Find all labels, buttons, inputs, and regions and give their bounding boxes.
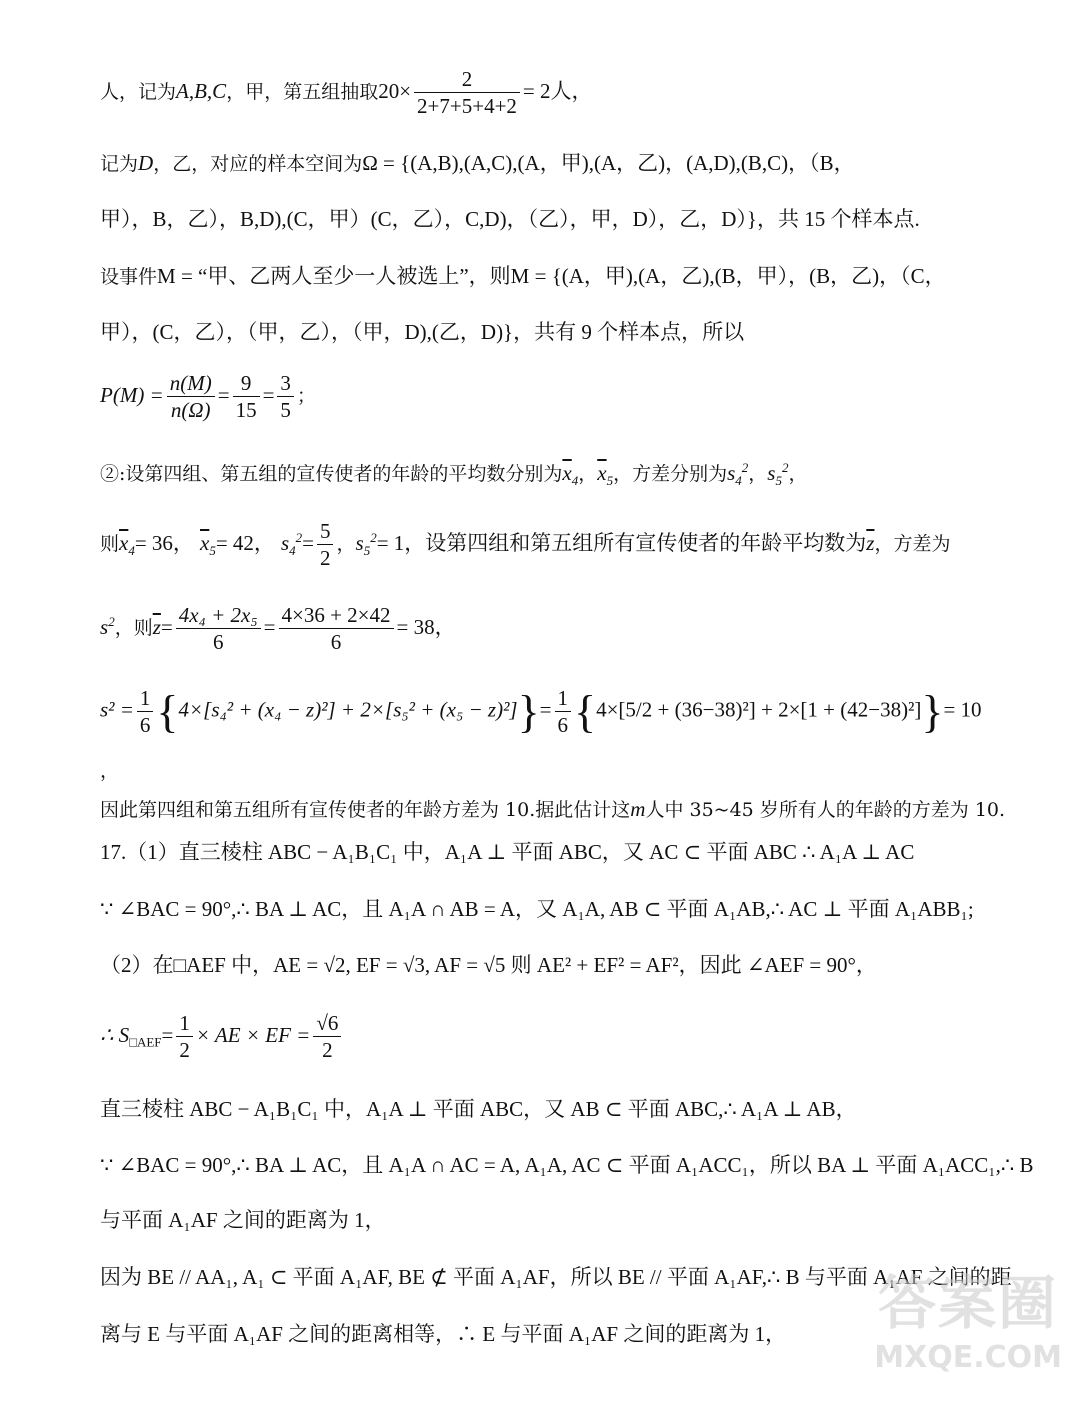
fraction: $\frac{2}{2+7+5+4+2}$ — [414, 66, 520, 120]
text: 人，记为 — [100, 80, 177, 103]
line-15: （2）在□AEF 中，AE = √2, EF = √3, AF = √5 则 AE² + EF² = AF²，因此 ∠AEF = 90°， — [100, 953, 877, 977]
line-3: 甲），B，乙），B,D),(C，甲）(C，乙），C,D)，（乙），甲，D），乙，D）}，共 15 个样本点. — [100, 207, 920, 231]
text: ，甲，第五组抽取 — [226, 80, 379, 103]
line-19: 与平面 A₁AF 之间的距离为 1， — [100, 1208, 386, 1232]
math: 20× — [378, 78, 412, 103]
line-7: ②:设第四组、第五组的宣传使者的年龄的平均数分别为$\overline{x}_4$，$\overline{x}_5$，方差分别为$s_4^2$，$s_5^2$， — [100, 460, 808, 489]
line-17: 直三棱柱 ABC − A₁B₁C₁ 中，A₁A ⊥ 平面 ABC，又 AB ⊂ 平面 ABC,∴ A₁A ⊥ AB， — [100, 1097, 857, 1121]
line-16: ∴ $S_{□AEF}=$ $\frac{1}{2}$ × AE × EF = $\frac{√6}{2}$ — [100, 1010, 344, 1064]
line-4: 设事件M = “甲、乙两人至少一人被选上”，则M = {(A，甲),(A，乙),(B，甲），(B，乙)，（C， — [100, 264, 946, 288]
watermark: 答案圈 MXQE.COM — [874, 1269, 1062, 1375]
fraction: $\frac{n(M)}{n(\Omega)}$ — [167, 370, 215, 424]
line-9: $s^2$，则$\overline{z}=$ $\frac{\text{4x₄ + 2x₅}}{6}$ = $\frac{4\times 36 + 2\times 42}{6}$ = 38， — [100, 603, 456, 655]
line-20: 因为 BE // AA₁, A₁ ⊂ 平面 A₁AF, BE ⊄ 平面 A₁AF，所以 BE // 平面 A₁AF,∴ B 与平面 A₁AF 之间的距 — [100, 1265, 1012, 1289]
line-14: ∵ ∠BAC = 90°,∴ BA ⊥ AC，且 A₁A ∩ AB = A，又 A₁A, AB ⊂ 平面 A₁AB,∴ AC ⊥ 平面 A₁ABB₁; — [100, 897, 974, 921]
line-13: 17.（1）直三棱柱 ABC − A₁B₁C₁ 中，A₁A ⊥ 平面 ABC，又 AC ⊂ 平面 ABC ∴ A₁A ⊥ AC — [100, 840, 915, 864]
line-18: ∵ ∠BAC = 90°,∴ BA ⊥ AC，且 A₁A ∩ AC = A, A₁A, AC ⊂ 平面 A₁ACC₁，所以 BA ⊥ 平面 A₁ACC₁,∴ B — [100, 1153, 1034, 1177]
line-10: s² = $\frac{1}{6}$ {4×[s₄² + (x₄ − z)²] + 2×[s₅² + (x₅ − z)²]}= $\frac{1}{6}$ {4×[5/2 + (36−38)²] + 2×[1 + (42−38)²]}= 10 — [100, 685, 982, 738]
line-6: P(M) = $\frac{n(M)}{n(\Omega)}$ = $\frac{9}{15}$ = $\frac{3}{5}$ ； — [100, 371, 316, 423]
line-1 — [100, 66, 593, 120]
line-21: 离与 E 与平面 A₁AF 之间的距离相等，∴ E 与平面 A₁AF 之间的距离为 1， — [100, 1322, 787, 1346]
math: = 2人， — [522, 78, 593, 103]
line-12: 因此第四组和第五组所有宣传使者的年龄方差为 10.据此估计这m人中 35~45 岁所有人的年龄的方差为 10. — [100, 797, 1006, 821]
line-11: ， — [100, 760, 120, 782]
line-2: 记为D，乙，对应的样本空间为Ω = {(A,B),(A,C),(A，甲),(A，乙)，(A,D),(B,C)，（B， — [100, 151, 855, 175]
line-8: 则$\overline{x}_4= 36$， $\overline{x}_5= 42$， $s_4^2=$ $\frac{5}{2}$ ，$s_5^2= 1$，设第四组和第五组所有宣传使者的年龄平均数为$\overline{z}$，方差为 — [100, 519, 951, 571]
math: A,B,C — [176, 78, 227, 103]
line-5: 甲），(C，乙），（甲，乙），（甲，D),(乙，D)}，共有 9 个样本点，所以 — [100, 320, 745, 344]
